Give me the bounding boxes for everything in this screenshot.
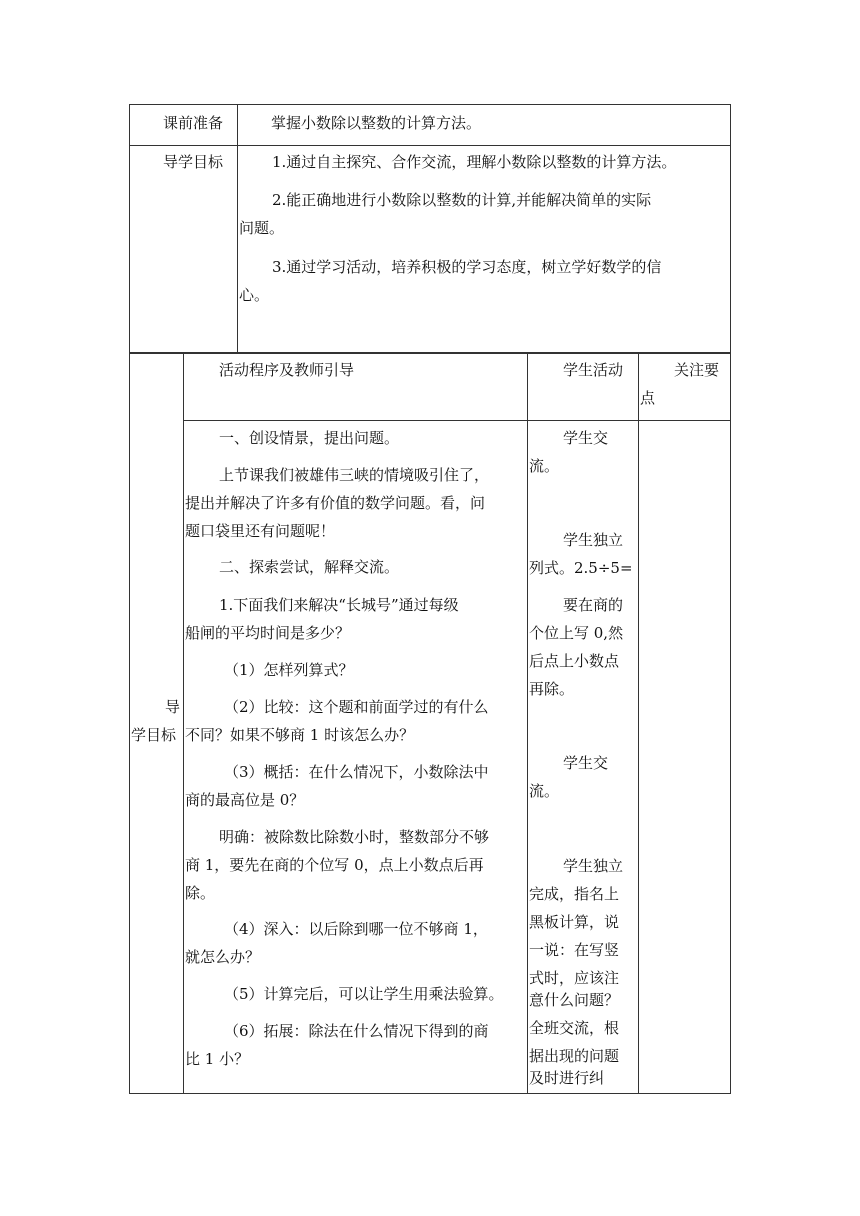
student-line: 黑板计算，说 <box>529 913 620 931</box>
goal-1-line1: 1.通过自主探究、合作交流，理解小数除以整数的计算方法。 <box>272 153 677 171</box>
table-border-bottom <box>129 1093 731 1094</box>
procedure-line: 一、创设情景，提出问题。 <box>219 429 400 447</box>
student-line: 再除。 <box>529 680 575 698</box>
student-line: 及时进行纠 <box>529 1069 605 1087</box>
goal-2-line1: 2.能正确地进行小数除以整数的计算,并能解决简单的实际 <box>272 191 652 209</box>
procedure-line: （6）拓展：除法在什么情况下得到的商 <box>224 1022 489 1040</box>
student-line: 个位上写 0,然 <box>529 624 624 642</box>
header-procedure: 活动程序及教师引导 <box>219 361 355 379</box>
student-line: 后点上小数点 <box>529 652 620 670</box>
procedure-line: （4）深入：以后除到哪一位不够商 1， <box>224 920 488 938</box>
student-line: 学生独立 <box>563 531 624 549</box>
goals-label: 导学目标 <box>163 153 224 171</box>
student-line: 完成，指名上 <box>529 885 620 903</box>
student-line: 列式。2.5÷5= <box>529 559 633 577</box>
side-label-line1: 导 <box>165 698 181 716</box>
procedure-line: 上节课我们被雄伟三峡的情境吸引住了， <box>219 466 490 484</box>
table-border-top <box>129 353 731 354</box>
goal-3-line2: 心。 <box>239 286 270 304</box>
procedure-line: （5）计算完后，可以让学生用乘法验算。 <box>224 985 504 1003</box>
student-line: 一说：在写竖 <box>529 941 620 959</box>
student-line: 学生交 <box>563 754 609 772</box>
procedure-line: 除。 <box>185 884 216 902</box>
procedure-column-divider <box>527 353 528 1094</box>
header-divider <box>183 420 731 421</box>
student-line: 学生交 <box>563 429 609 447</box>
student-line: 流。 <box>529 457 560 475</box>
procedure-line: 比 1 小？ <box>185 1050 250 1068</box>
student-column-divider <box>638 353 639 1094</box>
procedure-line: 明确：被除数比除数小时，整数部分不够 <box>219 828 490 846</box>
procedure-line: （3）概括：在什么情况下，小数除法中 <box>224 763 489 781</box>
side-label-line2: 学目标 <box>131 726 177 744</box>
header-focus-line1: 关注要 <box>674 361 720 379</box>
student-line: 要在商的 <box>563 596 624 614</box>
header-student: 学生活动 <box>563 361 624 379</box>
goal-3-line1: 3.通过学习活动，培养积极的学习态度，树立学好数学的信 <box>272 258 662 276</box>
procedure-line: 商 1，要先在商的个位写 0，点上小数点后再 <box>185 856 484 874</box>
procedure-line: 不同？如果不够商 1 时该怎么办？ <box>185 726 415 744</box>
prep-label: 课前准备 <box>163 114 224 132</box>
student-line: 流。 <box>529 782 560 800</box>
student-line: 意什么问题？ <box>529 991 620 1009</box>
procedure-line: 1.下面我们来解决“长城号”通过每级 <box>219 596 459 614</box>
side-column-divider <box>183 353 184 1094</box>
student-line: 式时，应该注 <box>529 969 620 987</box>
header-focus-line2: 点 <box>640 389 656 407</box>
table-border-top <box>129 104 731 105</box>
procedure-line: 船闸的平均时间是多少？ <box>185 624 351 642</box>
procedure-line: （2）比较：这个题和前面学过的有什么 <box>224 698 489 716</box>
student-line: 据出现的问题 <box>529 1047 620 1065</box>
table-border-left <box>129 104 130 353</box>
table-border-right <box>730 104 731 353</box>
student-line: 全班交流，根 <box>529 1019 620 1037</box>
prep-content: 掌握小数除以整数的计算方法。 <box>271 114 482 132</box>
procedure-line: （1）怎样列算式？ <box>224 661 354 679</box>
procedure-line: 就怎么办？ <box>185 948 261 966</box>
student-line: 学生独立 <box>563 857 624 875</box>
procedure-line: 提出并解决了许多有价值的数学问题。看，问 <box>185 494 486 512</box>
procedure-line: 题口袋里还有问题呢！ <box>185 522 336 540</box>
procedure-line: 商的最高位是 0？ <box>185 791 305 809</box>
table-column-divider <box>237 104 238 353</box>
table-border-right <box>730 353 731 1094</box>
table-border-left <box>129 353 130 1094</box>
table-row-divider <box>129 145 731 146</box>
procedure-line: 二、探索尝试，解释交流。 <box>219 558 400 576</box>
goal-2-line2: 问题。 <box>239 219 285 237</box>
